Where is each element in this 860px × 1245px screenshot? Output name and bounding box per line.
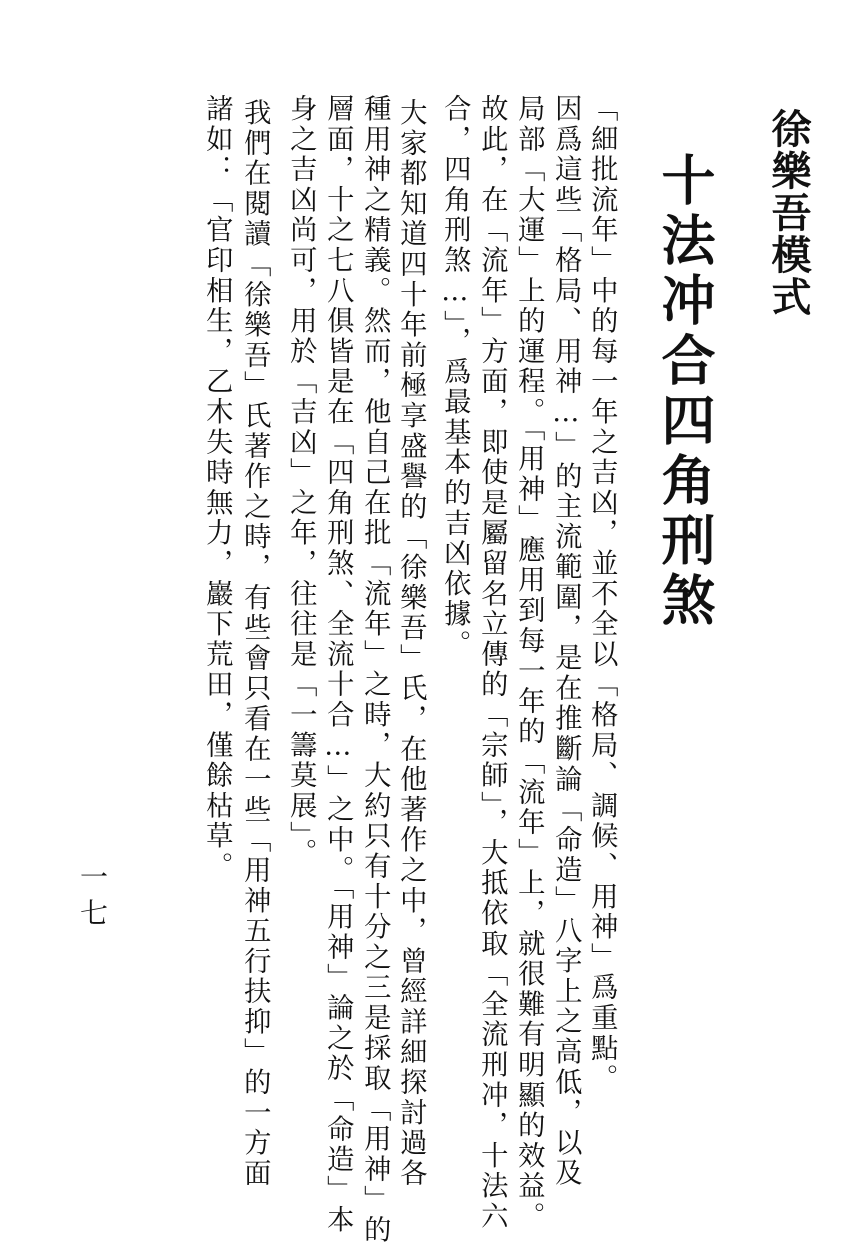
- body-text-line-1: 「細批流年」中的每一年之吉凶，並不全以「格局、調候、用神」爲重點。: [586, 94, 618, 1094]
- body-text-line-3: 局部「大運」上的運程。「用神」應用到每一年的「流年」上，就很難有明顯的效益。: [513, 94, 545, 1232]
- body-text-line-10: 我們在閱讀「徐樂吾」氏著作之時，有些會只看在一些「用神五行扶抑」的一方面: [239, 98, 271, 1189]
- body-text-line-5: 合，四角刑煞…」，爲最基本的吉凶依據。: [439, 94, 471, 660]
- running-header-book-title: 徐樂吾模式: [765, 108, 812, 318]
- body-text-line-11: 諸如：「官印相生，乙木失時無力，巖下荒田，僅餘枯草。: [201, 94, 233, 882]
- chapter-title: 十法冲合四角刑煞: [653, 152, 717, 632]
- body-text-line-4: 故此，在「流年」方面，即使是屬留名立傳的「宗師」，大抵依取「全流刑冲，十法六: [476, 94, 508, 1232]
- body-text-line-2: 因爲這些「格局、用神…」的主流範圍，是在推斷論「命造」八字上之高低，以及: [550, 94, 582, 1189]
- page-number: 一七: [76, 862, 109, 934]
- body-text-line-6: 大家都知道四十年前極享盛譽的「徐樂吾」氏，在他著作之中，曾經詳細探討過各: [395, 98, 427, 1189]
- body-text-line-7: 種用神之精義。然而，他自己在批「流年」之時，大約只有十分之三是採取「用神」的: [359, 94, 391, 1245]
- body-text-line-8: 層面，十之七八俱皆是在「四角刑煞、全流十合…」之中。「用神」論之於「命造」本: [322, 94, 354, 1236]
- body-text-line-9: 身之吉凶尚可，用於「吉凶」之年，往往是「一籌莫展」。: [285, 94, 317, 869]
